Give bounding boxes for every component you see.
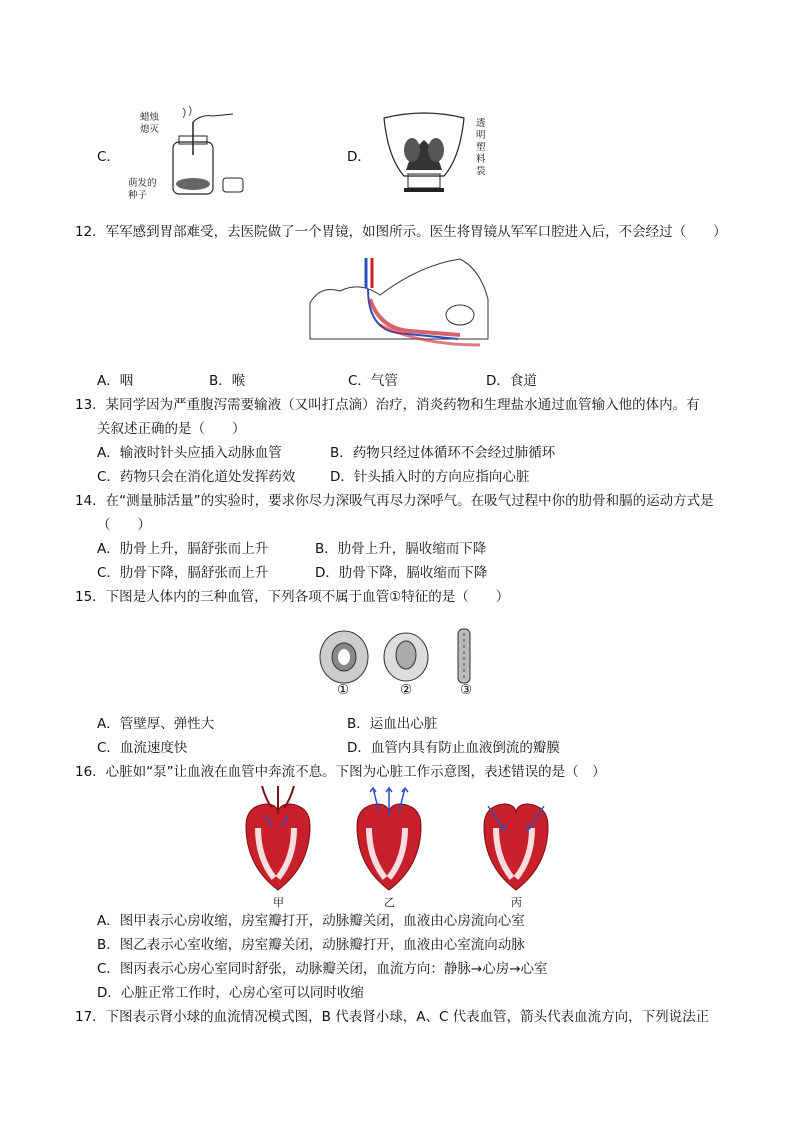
vessel-label-3: ③ bbox=[460, 682, 473, 698]
fig-c-label-candle-2: 熄灭 bbox=[140, 124, 160, 135]
option-c-prev: C． bbox=[97, 149, 120, 165]
q14-option-b: B．肋骨上升，膈收缩而下降 bbox=[315, 541, 487, 557]
blood-vessels-figure bbox=[318, 627, 488, 687]
q14-stem-line1: 14．在“测量肺活量”的实验时，要求你尽力深吸气再尽力深呼气。在吸气过程中你的肋骨和膈的运动方式是 bbox=[75, 493, 714, 509]
fig-d-label-2: 明 bbox=[476, 130, 486, 141]
fig-c-label-seed-2: 种子 bbox=[128, 190, 148, 201]
q16-option-a: A．图甲表示心房收缩，房室瓣打开，动脉瓣关闭，血液由心房流向心室 bbox=[97, 913, 525, 929]
fig-d-label-1: 透 bbox=[476, 118, 486, 129]
q16-option-c: C．图丙表示心房心室同时舒张，动脉瓣关闭，血流方向：静脉→心房→心室 bbox=[97, 961, 548, 977]
fig-c-label-candle-1: 蜡烛 bbox=[140, 112, 160, 123]
q16-option-d: D．心脏正常工作时，心房心室可以同时收缩 bbox=[97, 985, 364, 1001]
q14-option-d: D．肋骨下降，膈收缩而下降 bbox=[315, 565, 488, 581]
q12-stem: 12．军军感到胃部难受，去医院做了一个胃镜，如图所示。医生将胃镜从军军口腔进入后，不会经过（ ） bbox=[75, 224, 727, 240]
q16-option-b: B．图乙表示心室收缩，房室瓣关闭，动脉瓣打开，血液由心室流向动脉 bbox=[97, 937, 525, 953]
heart-diagram-bing bbox=[480, 786, 552, 894]
q14-option-c: C．肋骨下降，膈舒张而上升 bbox=[97, 565, 269, 581]
q15-option-c: C．血流速度快 bbox=[97, 740, 188, 756]
heart-diagram-yi bbox=[353, 786, 425, 894]
q15-option-d: D．血管内具有防止血液倒流的瓣膜 bbox=[347, 740, 560, 756]
heart-diagram-jia bbox=[242, 786, 314, 894]
fig-c-label-seed-1: 萌发的 bbox=[128, 178, 157, 189]
plant-bag-figure bbox=[378, 110, 473, 200]
option-d-prev: D． bbox=[347, 149, 371, 165]
q16-stem: 16．心脏如“泵”让血液在血管中奔流不息。下图为心脏工作示意图，表述错误的是（ ） bbox=[75, 764, 606, 780]
fig-d-label-3: 塑 bbox=[476, 142, 486, 153]
q13-option-c: C．药物只会在消化道处发挥药效 bbox=[97, 469, 296, 485]
q12-option-b: B．喉 bbox=[209, 373, 246, 389]
q12-option-a: A．咽 bbox=[97, 373, 134, 389]
heart-label-jia: 甲 bbox=[273, 896, 284, 909]
q14-option-a: A．肋骨上升，膈舒张而上升 bbox=[97, 541, 269, 557]
q12-option-c: C．气管 bbox=[348, 373, 398, 389]
q15-option-a: A．管壁厚、弹性大 bbox=[97, 716, 215, 732]
vessel-label-1: ① bbox=[337, 682, 350, 698]
q13-option-b: B．药物只经过体循环不会经过肺循环 bbox=[330, 445, 556, 461]
fig-d-label-4: 料 bbox=[476, 154, 486, 165]
q13-option-a: A．输液时针头应插入动脉血管 bbox=[97, 445, 282, 461]
q17-stem: 17．下图表示肾小球的血流情况模式图，B 代表肾小球，A、C 代表血管，箭头代表血流方向，下列说法正 bbox=[75, 1009, 710, 1025]
q13-stem-line2: 关叙述正确的是（ ） bbox=[97, 421, 246, 437]
q13-option-d: D．针头插入时的方向应指向心脏 bbox=[330, 469, 530, 485]
heart-label-yi: 乙 bbox=[384, 896, 395, 909]
q15-option-b: B．运血出心脏 bbox=[347, 716, 438, 732]
q12-option-d: D．食道 bbox=[486, 373, 537, 389]
endoscope-figure bbox=[310, 255, 490, 355]
q13-stem-line1: 13．某同学因为严重腹泻需要输液（又叫打点滴）治疗，消炎药物和生理盐水通过血管输入他的体内。有 bbox=[75, 397, 700, 413]
vessel-label-2: ② bbox=[400, 682, 413, 698]
fig-d-label-5: 袋 bbox=[476, 166, 486, 177]
q15-stem: 15．下图是人体内的三种血管，下列各项不属于血管①特征的是（ ） bbox=[75, 589, 510, 605]
q14-stem-line2: （ ） bbox=[97, 517, 151, 533]
heart-label-bing: 丙 bbox=[511, 896, 522, 909]
